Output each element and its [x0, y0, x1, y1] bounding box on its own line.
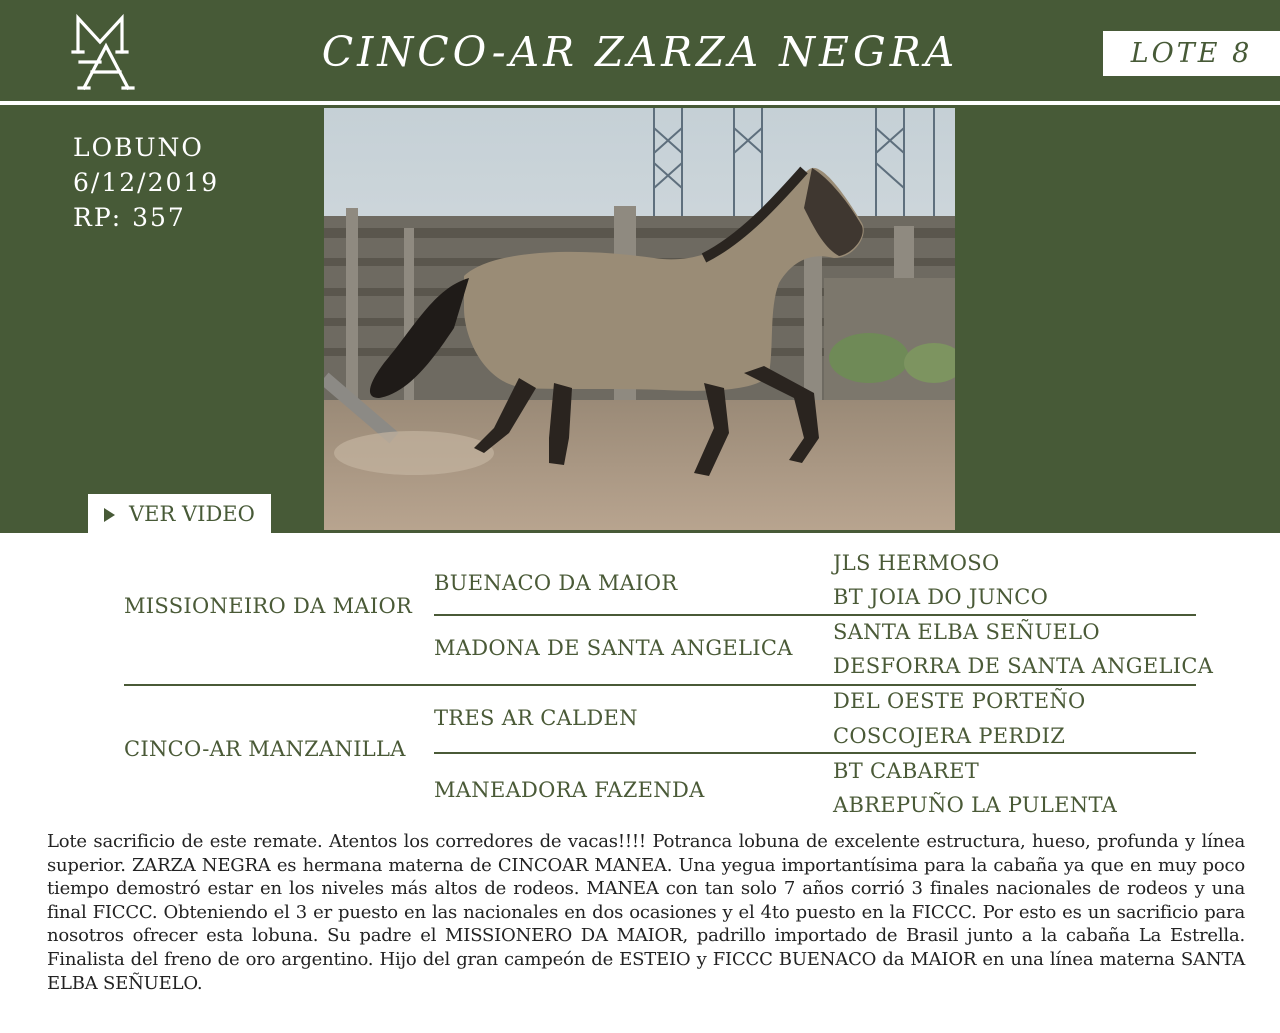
- pedigree-divider: [434, 752, 1196, 754]
- coat-label: LOBUNO: [73, 133, 204, 162]
- great-grandparent-4: DESFORRA DE SANTA ANGELICA: [833, 654, 1214, 678]
- birth-date: 6/12/2019: [73, 168, 220, 197]
- great-grandparent-2: BT JOIA DO JUNCO: [833, 585, 1049, 609]
- page-title: CINCO-AR ZARZA NEGRA: [321, 28, 959, 76]
- maternal-grandsire: TRES AR CALDEN: [434, 706, 638, 730]
- rp-number: RP: 357: [73, 203, 186, 232]
- lot-badge: LOTE 8: [1103, 31, 1280, 76]
- great-grandparent-5: DEL OESTE PORTEÑO: [833, 689, 1086, 713]
- play-icon: [104, 508, 115, 522]
- great-grandparent-1: JLS HERMOSO: [833, 551, 1000, 575]
- pedigree-divider: [124, 684, 1196, 686]
- paternal-grandsire: BUENACO DA MAIOR: [434, 571, 678, 595]
- ma-monogram-icon: [70, 12, 144, 92]
- lot-description: Lote sacrificio de este remate. Atentos los corredores de vacas!!!! Potranca lobuna de excelente estructura, hueso, profunda y línea superior. ZARZA NEGRA es hermana materna de CINCOAR MANEA. Una yegua importantísima para la cabaña ya que en muy poco tiempo demostró estar en los niveles más altos de rodeos. MANEA con tan solo 7 años corrió 3 finales nacionales de rodeos y una final FICCC. Obteniendo el 3 er puesto en las nacionales en dos ocasiones y el 4to puesto en la FICCC. Por esto es un sacrificio para nosotros ofrecer esta lobuna. Su padre el MISSIONERO DA MAIOR, padrillo importado de Brasil junto a la cabaña La Estrella. Finalista del freno de oro argentino. Hijo del gran campeón de ESTEIO y FICCC BUENACO da MAIOR en una línea materna SANTA ELBA SEÑUELO.: [47, 831, 1245, 994]
- great-grandparent-3: SANTA ELBA SEÑUELO: [833, 620, 1100, 644]
- horse-photo: [324, 108, 955, 530]
- dam-name: CINCO-AR MANZANILLA: [124, 737, 406, 761]
- watch-video-label: VER VIDEO: [129, 502, 255, 526]
- maternal-granddam: MANEADORA FAZENDA: [434, 778, 705, 802]
- great-grandparent-6: COSCOJERA PERDIZ: [833, 724, 1066, 748]
- great-grandparent-8: ABREPUÑO LA PULENTA: [833, 793, 1118, 817]
- horse-info: [73, 130, 219, 235]
- paternal-granddam: MADONA DE SANTA ANGELICA: [434, 636, 793, 660]
- header-divider: [0, 101, 1280, 105]
- watch-video-button[interactable]: [88, 494, 271, 534]
- pedigree-divider: [434, 614, 1196, 616]
- great-grandparent-7: BT CABARET: [833, 759, 980, 783]
- sire-name: MISSIONEIRO DA MAIOR: [124, 594, 413, 618]
